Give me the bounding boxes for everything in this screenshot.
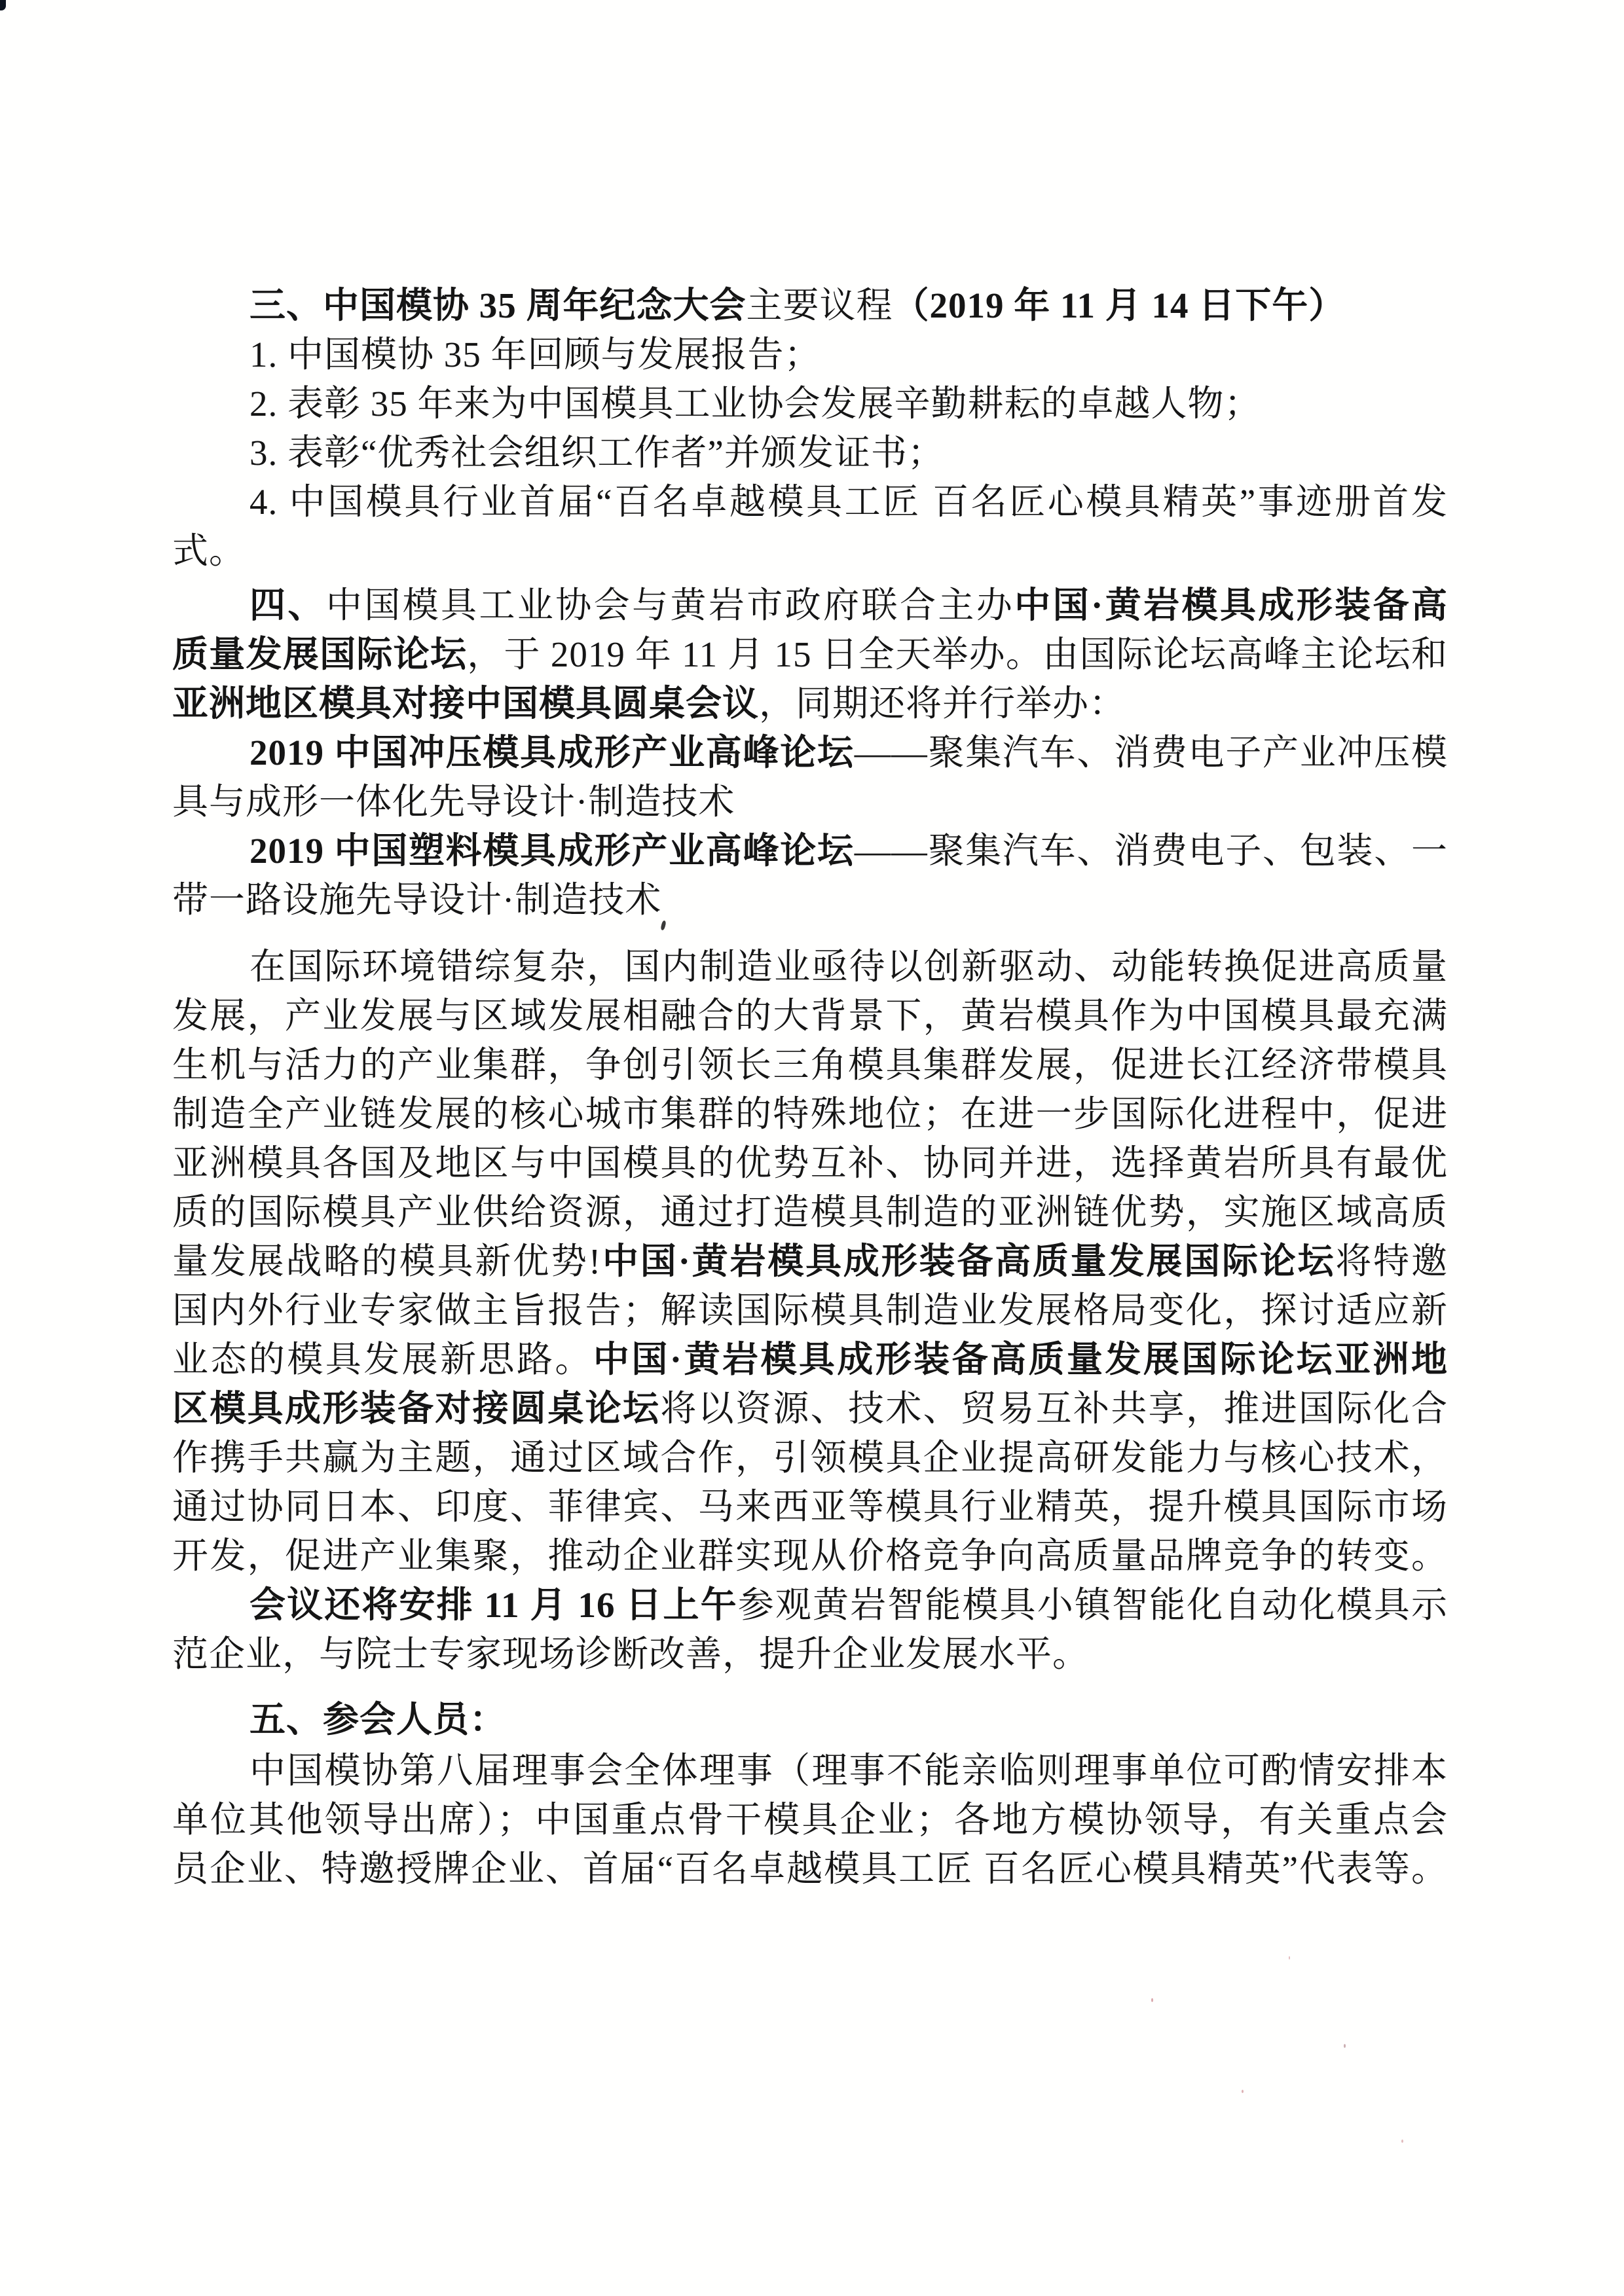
- text-run-bold: （2019 年 11 月 14 日下午）: [893, 285, 1346, 325]
- text-run: ——聚集汽车、消费电子、包装、一: [854, 831, 1448, 871]
- text-line: [172, 1699, 1448, 1741]
- scan-speck: [1242, 2090, 1244, 2093]
- text-run: 员企业、特邀授牌企业、首届“百名卓越模具工匠 百名匠心模具精英”代表等。: [172, 1849, 1448, 1889]
- text-run-bold: 中国·黄岩模具成形装备高质量发展国际论坛: [601, 1241, 1336, 1281]
- text-run: 2. 表彰 35 年来为中国模具工业协会发展辛勤耕耘的卓越人物；: [249, 384, 1261, 424]
- text-line: [172, 1339, 1448, 1381]
- text-run-bold: 四、: [249, 585, 326, 625]
- text-run: 亚洲模具各国及地区与中国模具的优势互补、协同并进，选择黄岩所具有最优: [172, 1143, 1448, 1183]
- text-run: 制造全产业链发展的核心城市集群的特殊地位；在进一步国际化进程中，促进: [172, 1094, 1448, 1134]
- scan-speck: [1289, 1956, 1290, 1959]
- text-run: 参观黄岩智能模具小镇智能化自动化模具示: [737, 1585, 1448, 1625]
- text-run: 带一路设施先导设计·制造技术: [172, 880, 662, 920]
- text-line: [172, 1388, 1448, 1430]
- text-line: [172, 1584, 1448, 1626]
- text-run: 量发展战略的模具新优势!: [172, 1241, 602, 1281]
- text-run: 单位其他领导出席）；中国重点骨干模具企业；各地方模协领导，有关重点会: [172, 1800, 1448, 1840]
- text-line: [172, 946, 1448, 988]
- text-run: 国内外行业专家做主旨报告；解读国际模具制造业发展格局变化，探讨适应新: [172, 1290, 1448, 1330]
- text-run: 具与成形一体化先导设计·制造技术: [172, 782, 735, 822]
- scan-speck: [1401, 2140, 1403, 2143]
- text-run: 将以资源、技术、贸易互补共享，推进国际化合: [660, 1389, 1448, 1429]
- text-run: 业态的模具发展新思路。: [172, 1339, 593, 1379]
- text-line: [172, 1192, 1448, 1233]
- text-run: 通过协同日本、印度、菲律宾、马来西亚等模具行业精英，提升模具国际市场: [172, 1487, 1448, 1527]
- text-run-bold: 会议还将安排 11 月 16 日上午: [249, 1585, 738, 1625]
- text-line: [172, 1535, 1448, 1577]
- text-run: 式。: [172, 531, 246, 571]
- text-run: 3. 表彰“优秀社会组织工作者”并颁发证书；: [249, 433, 944, 473]
- text-run-bold: 中国·黄岩模具成形装备高质量发展国际论坛亚洲地: [593, 1339, 1448, 1379]
- text-run: 在国际环境错综复杂，国内制造业亟待以创新驱动、动能转换促进高质量: [249, 947, 1448, 987]
- text-run-bold: 质量发展国际论坛: [172, 634, 468, 674]
- text-run-bold: 五、参会人员：: [249, 1700, 507, 1740]
- text-run: 质的国际模具产业供给资源，通过打造模具制造的亚洲链优势，实施区域高质: [172, 1192, 1448, 1232]
- text-line: [172, 732, 1448, 774]
- text-line: [172, 585, 1448, 627]
- text-run: 1. 中国模协 35 年回顾与发展报告；: [249, 335, 821, 374]
- text-run: 将特邀: [1335, 1241, 1448, 1281]
- text-line: [172, 1799, 1448, 1841]
- text-run: 范企业，与院士专家现场诊断改善，提升企业发展水平。: [172, 1634, 1090, 1674]
- text-line: [172, 1241, 1448, 1283]
- scan-corner-mark: [0, 0, 6, 10]
- text-line: [172, 383, 1448, 425]
- text-run: ，同期还将并行举办：: [759, 683, 1126, 723]
- text-line: [172, 1044, 1448, 1086]
- text-line: [172, 1750, 1448, 1792]
- text-run: 发展，产业发展与区域发展相融合的大背景下，黄岩模具作为中国模具最充满: [172, 996, 1448, 1036]
- text-run: 开发，促进产业集聚，推动企业群实现从价格竞争向高质量品牌竞争的转变。: [172, 1536, 1448, 1576]
- text-run-bold: 2019 中国塑料模具成形产业高峰论坛: [249, 831, 855, 871]
- scan-speck: [1344, 2044, 1346, 2048]
- text-line: [172, 830, 1448, 872]
- text-run-bold: 中国·黄岩模具成形装备高: [1014, 585, 1448, 625]
- text-line: [172, 781, 1448, 823]
- text-run: ——聚集汽车、消费电子产业冲压模: [854, 733, 1448, 773]
- text-run: 中国模具工业协会与黄岩市政府联合主办: [325, 585, 1015, 625]
- text-line: [172, 1848, 1448, 1890]
- text-line: [172, 1290, 1448, 1332]
- text-run: 生机与活力的产业集群，争创引领长三角模具集群发展，促进长江经济带模具: [172, 1045, 1448, 1085]
- text-line: [172, 481, 1448, 523]
- text-line: [172, 1437, 1448, 1479]
- text-line: [172, 995, 1448, 1037]
- text-line: [172, 1633, 1448, 1675]
- text-line: [172, 334, 1448, 376]
- text-line: [172, 634, 1448, 676]
- text-run-bold: 2019 中国冲压模具成形产业高峰论坛: [249, 733, 855, 773]
- text-line: [172, 1486, 1448, 1528]
- scan-speck: [660, 920, 666, 930]
- scan-speck: [1151, 1998, 1153, 2002]
- text-run-bold: 区模具成形装备对接圆桌论坛: [172, 1389, 661, 1429]
- text-run: 中国模协第八届理事会全体理事（理事不能亲临则理事单位可酌情安排本: [249, 1751, 1448, 1791]
- text-line: [172, 683, 1448, 725]
- text-line: [172, 1093, 1448, 1135]
- text-run: 作携手共赢为主题，通过区域合作，引领模具企业提高研发能力与核心技术，: [172, 1438, 1448, 1478]
- text-run: ，于 2019 年 11 月 15 日全天举办。由国际论坛高峰主论坛和: [467, 634, 1448, 674]
- text-line: [172, 879, 1448, 921]
- text-line: [172, 285, 1448, 327]
- text-line: [172, 1142, 1448, 1184]
- text-line: [172, 530, 1448, 572]
- text-run: 主要议程: [746, 285, 893, 325]
- text-run: 4. 中国模具行业首届“百名卓越模具工匠 百名匠心模具精英”事迹册首发: [249, 482, 1448, 522]
- text-run-bold: 三、中国模协 35 周年纪念大会: [249, 285, 747, 325]
- text-line: [172, 432, 1448, 474]
- text-run-bold: 亚洲地区模具对接中国模具圆桌会议: [172, 683, 760, 723]
